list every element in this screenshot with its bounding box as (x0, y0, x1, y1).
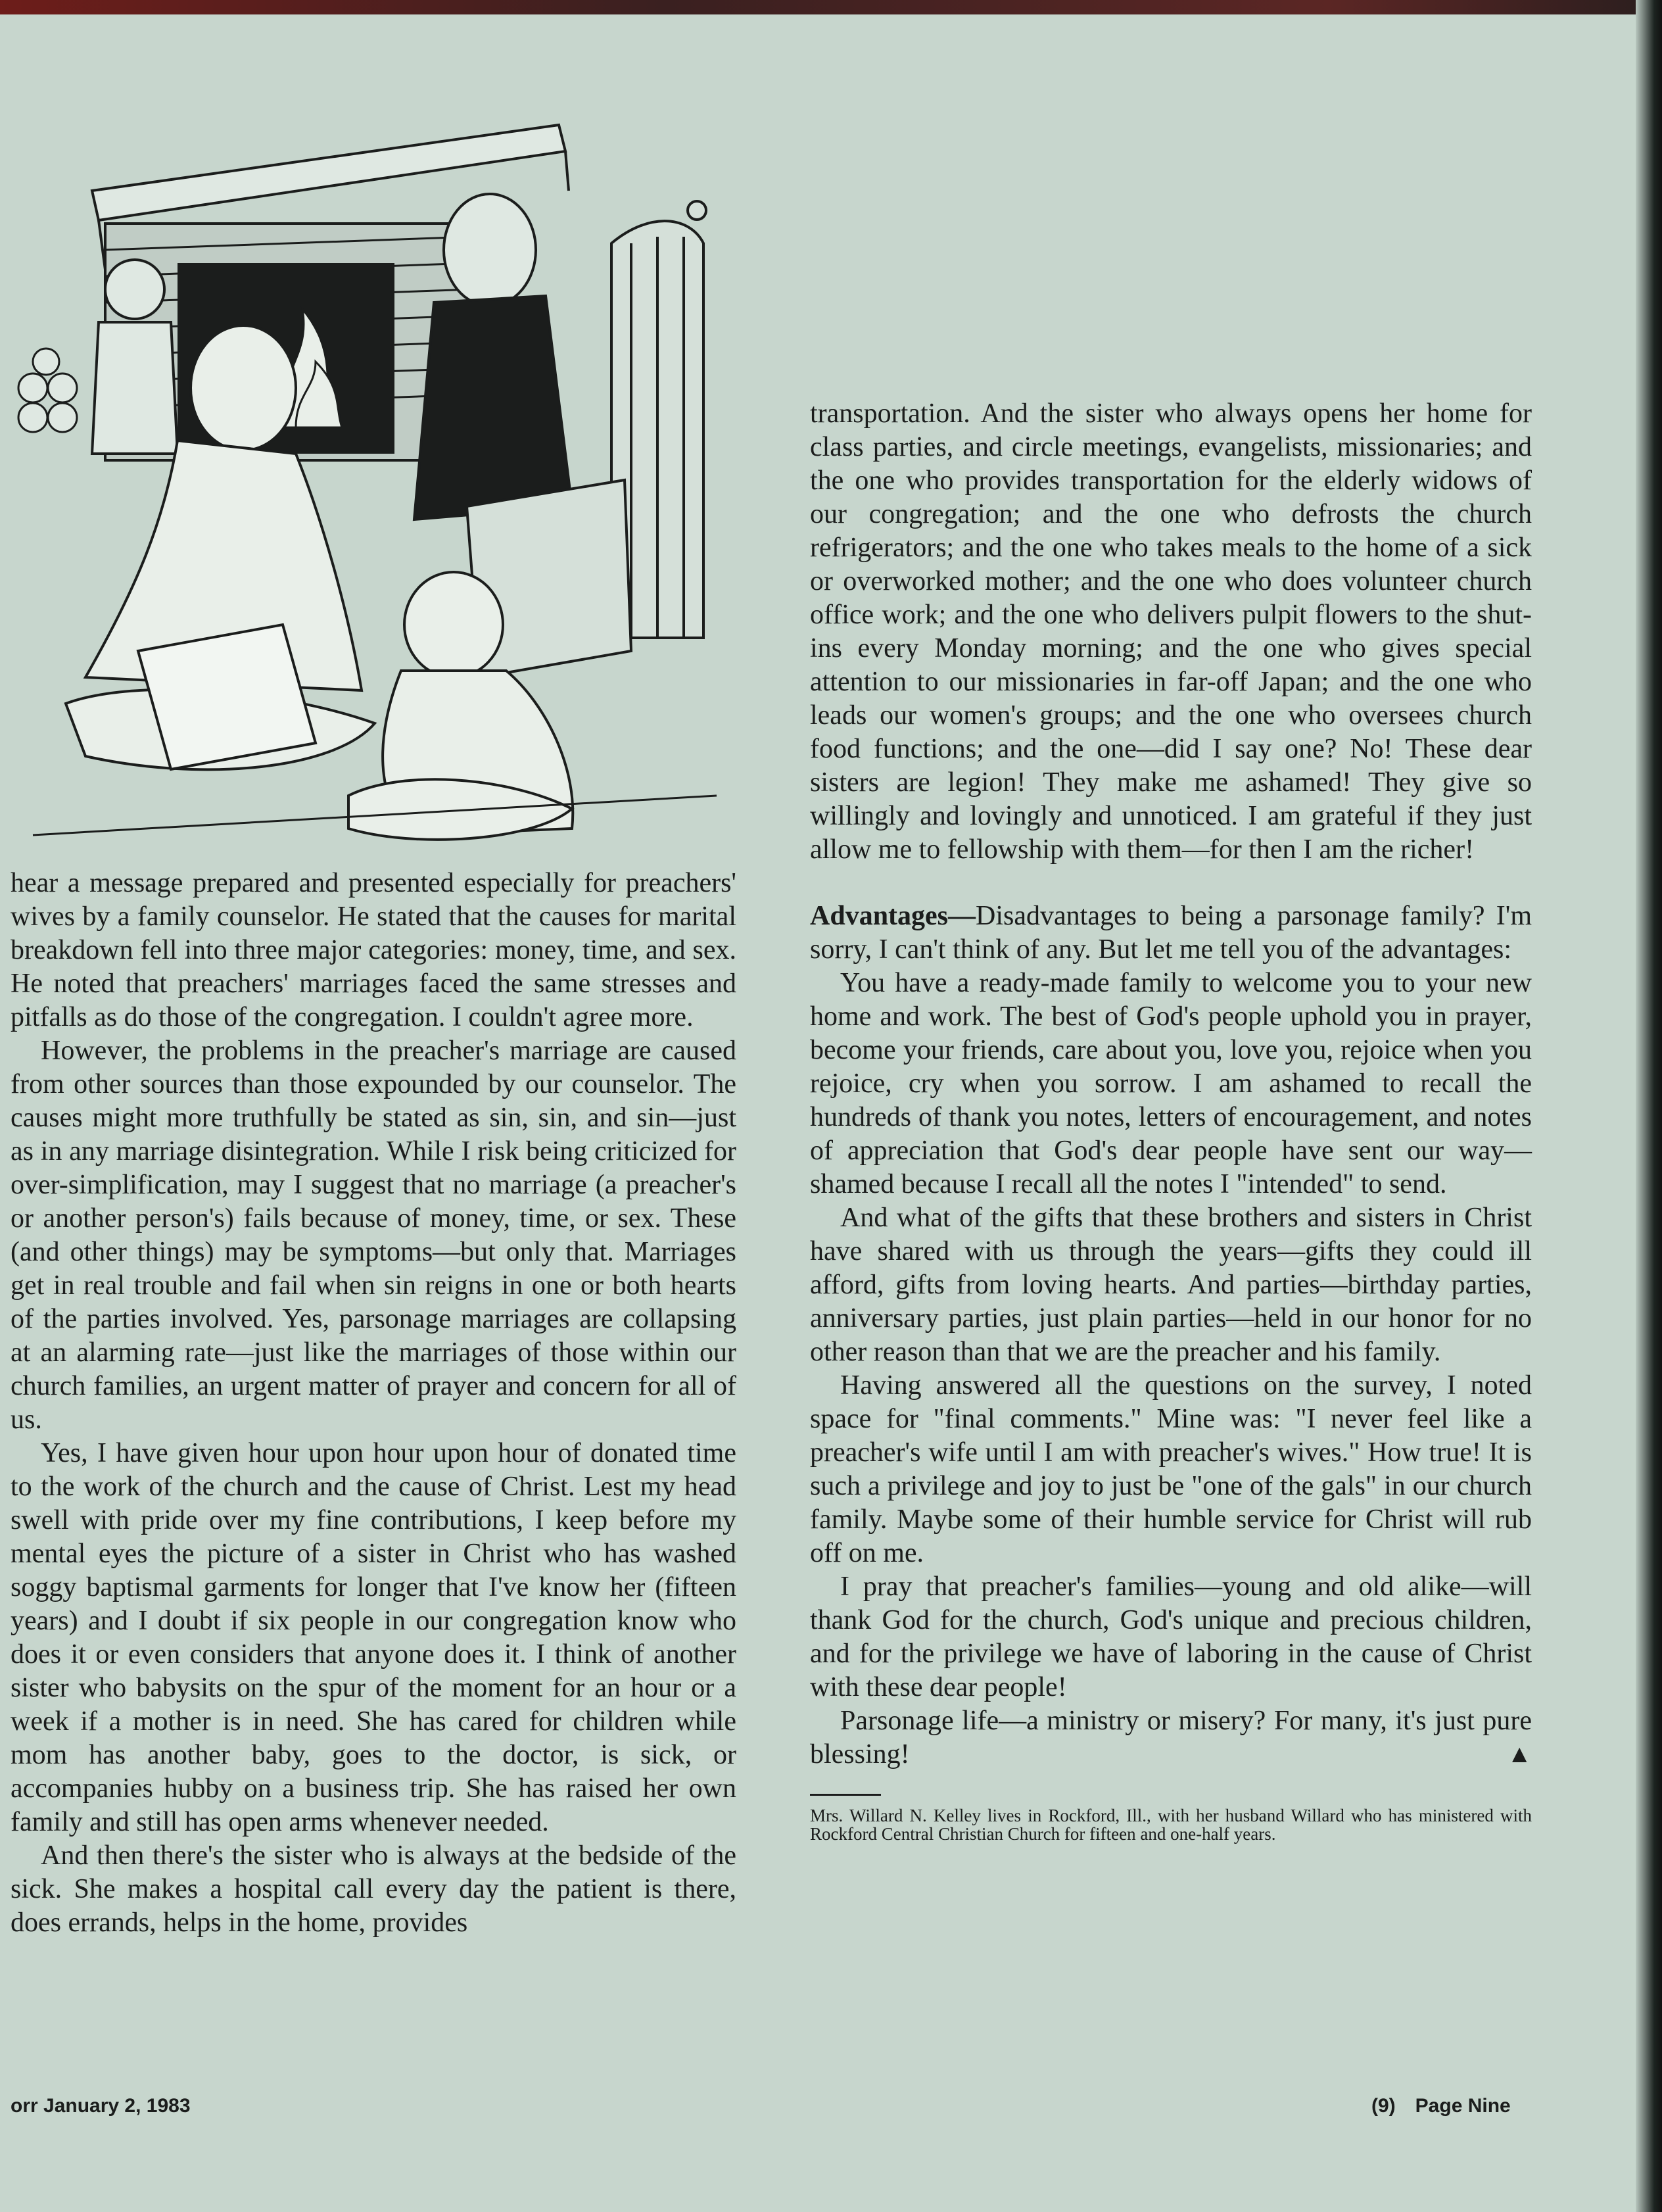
continuation-paragraph: transportation. And the sister who always opens her home for class parties, and circle meetings, evangelists, missionaries; and the one who provides transportation for the elderly widows of our congregation; and the one who defrosts the church refrigerators; and the one who takes meals to the home of a sick or overworked mother; and the one who does volunteer church office work; and the one who delivers pulpit flowers to the shut-ins every Monday morning; and the one who gives special attention to our missionaries in far-off Japan; and the one who leads our women's groups; and the one who oversees church food functions; and the one—did I say one? No! These dear sisters are legion! They make me ashamed! They give so willingly and lovingly and unnoticed. I am grateful if they just allow me to fellowship with them—for then I am the richer! (810, 398, 1532, 865)
right-article-column (810, 397, 1532, 1843)
bio-rule (810, 1794, 881, 1796)
left-paragraph-4: And then there's the sister who is always at the bedside of the sick. She makes a hospital call every day the patient is there, does errands, helps in the home, provides (11, 1840, 736, 1938)
advantages-heading: Advantages— (810, 901, 976, 931)
section-gap (810, 867, 1532, 900)
page-binding-edge (1636, 0, 1662, 2212)
left-article-column (11, 867, 736, 1940)
page-label: Page Nine (1415, 2095, 1511, 2117)
footer-date: orr January 2, 1983 (11, 2095, 191, 2117)
left-paragraph-3: Yes, I have given hour upon hour upon hour of donated time to the work of the church and the cause of Christ. Lest my head swell with pride over my fine contributions, I keep before my mental eyes the picture of a sister in Christ who has washed soggy baptismal garments for longer that I've know her (fifteen years) and I doubt if six people in our congregation know who does it or even considers that anyone does it. I think of another sister who babysits on the spur of the moment for an hour or a week if a mother is in need. She has cared for children while mom has another baby, goes to the doctor, is sick, or accompanies hubby on a business trip. She has raised her own family and still has open arms whenever needed. (11, 1438, 736, 1837)
right-paragraph-2: And what of the gifts that these brothers and sisters in Christ have shared with us through the years—gifts they could ill afford, gifts from loving hearts. And parties—birthday parties, anniversary parties, just plain parties—held in our honor for no other reason than that we are the preacher and his family. (810, 1203, 1532, 1367)
page-top-edge (0, 0, 1662, 14)
folio: (9) (1371, 2095, 1396, 2117)
right-paragraph-3: Having answered all the questions on the survey, I noted space for "final comments." Mine was: "I never feel like a preacher's wife until I am with preacher's wives." How true! It is such a privilege and joy to just be "one of the gals" in our church family. Maybe some of their humble service for Christ will rub off on me. (810, 1370, 1532, 1568)
right-paragraph-4: I pray that preacher's families—young and old alike—will thank God for the church, God's unique and precious children, and for the privilege we have of laboring in the cause of Christ with these dear people! (810, 1572, 1532, 1702)
closing-text: Parsonage life—a ministry or misery? For many, it's just pure blessing! (810, 1706, 1532, 1769)
footer-page-number (1371, 2095, 1511, 2117)
left-paragraph-1: hear a message prepared and presented especially for preachers' wives by a family counselor. He stated that the causes for marital breakdown fell into three major categories: money, time, and sex. He noted that preachers' marriages faced the same stresses and pitfalls as do those of the congregation. I couldn't agree more. (11, 868, 736, 1032)
right-paragraph-5 (810, 1704, 1532, 1771)
left-paragraph-2: However, the problems in the preacher's marriage are caused from other sources than those expounded by our counselor. The causes might more truthfully be stated as sin, sin, and sin—just as in any marriage disintegration. While I risk being criticized for over-simplification, may I suggest that no marriage (a preacher's or another person's) fails because of money, time, or sex. These (and other things) may be symptoms—but only that. Marriages get in real trouble and fail when sin reigns in one or both hearts of the parties involved. Yes, parsonage marriages are collapsing at an alarming rate—just like the marriages of those within our church families, an urgent matter of prayer and concern for all of us. (11, 1036, 736, 1435)
author-bio: Mrs. Willard N. Kelley lives in Rockford, Ill., with her husband Willard who has ministered with Rockford Central Christian Church for fifteen and one-half years. (810, 1806, 1532, 1844)
advantages-lead: Disadvantages to being a parsonage family? I'm sorry, I can't think of any. But let me tell you of the advantages: (810, 901, 1532, 965)
end-mark: ▲ (1507, 1741, 1532, 1768)
right-paragraph-1: You have a ready-made family to welcome you to your new home and work. The best of God's people uphold you in prayer, become your friends, care about you, love you, rejoice when you rejoice, cry when you sorrow. I am ashamed to recall the hundreds of thank you notes, letters of encouragement, and notes of appreciation that God's dear people have sent our way—shamed because I recall all the notes I "intended" to send. (810, 968, 1532, 1199)
family-fireplace-illustration (7, 112, 736, 855)
advantages-paragraph (810, 900, 1532, 967)
